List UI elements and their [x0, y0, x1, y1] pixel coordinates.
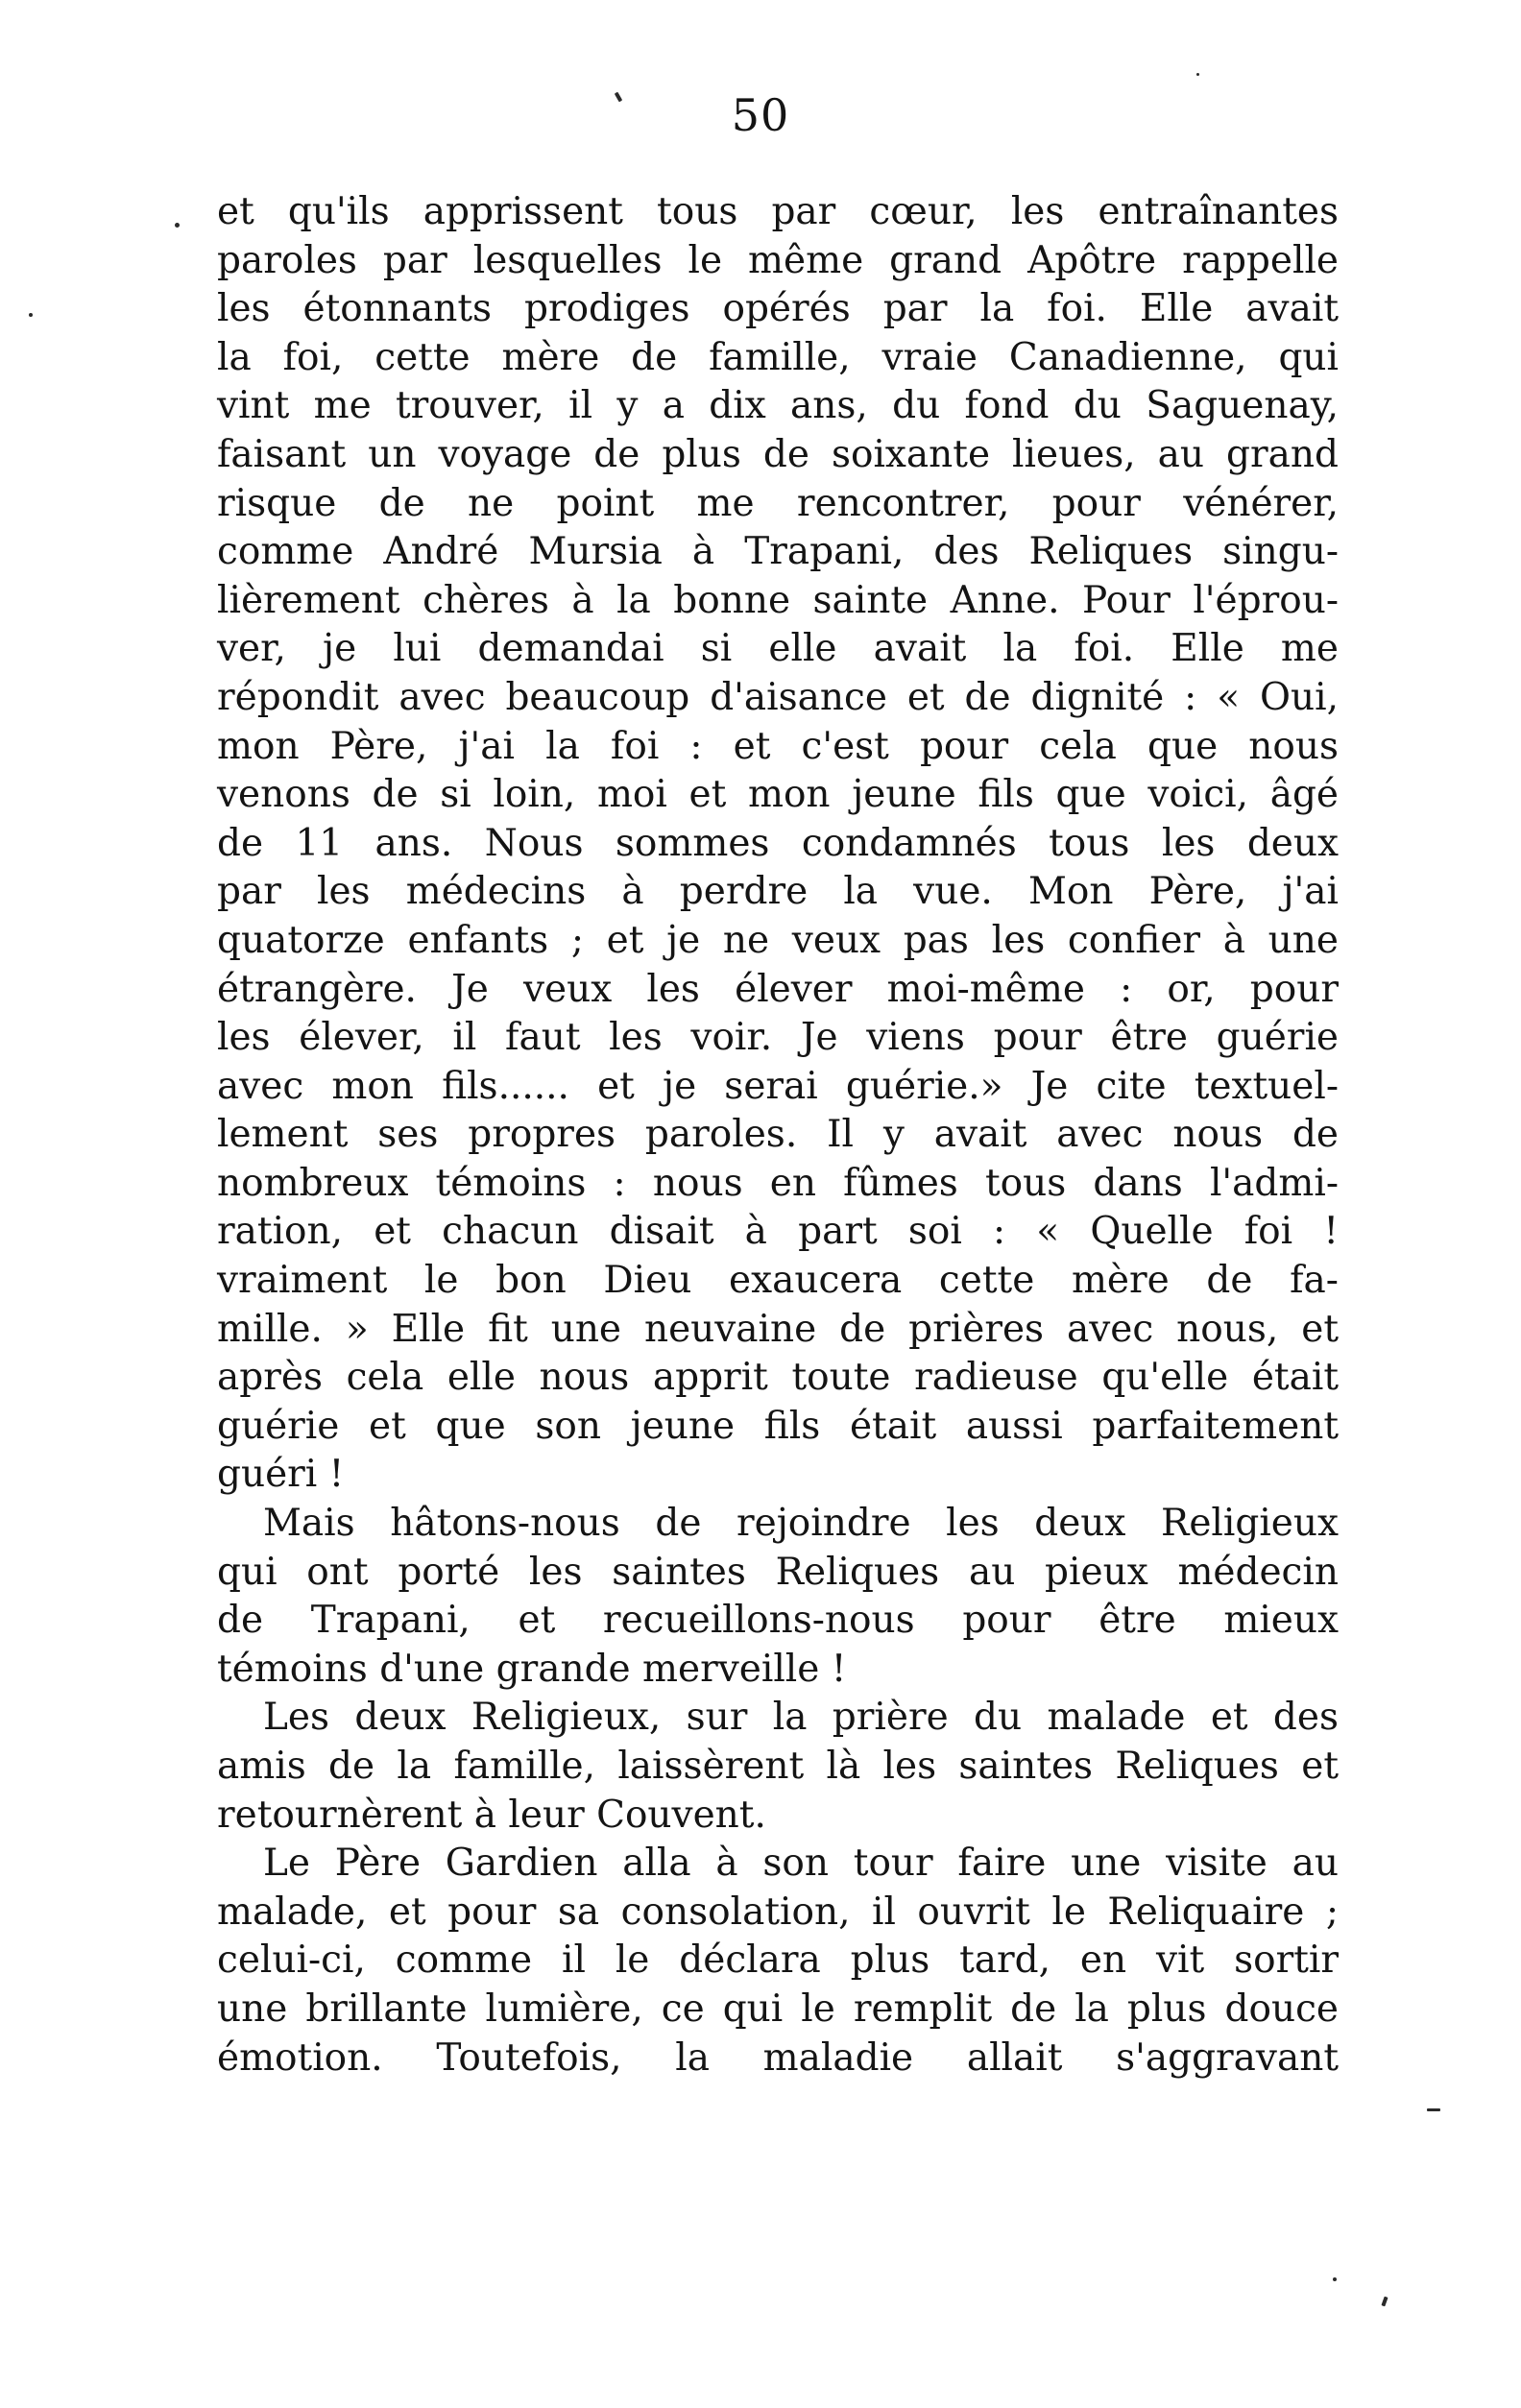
- paragraph-start-line: Mais hâtons-nous de rejoindre les deux Religieux: [263, 1502, 1339, 1546]
- text-line: venons de si loin, moi et mon jeune fils que voici, âgé: [217, 773, 1339, 817]
- text-line: ver, je lui demandai si elle avait la foi. Elle me: [217, 627, 1339, 671]
- text-line: comme André Mursia à Trapani, des Reliques singu-: [217, 530, 1339, 574]
- text-line: émotion. Toutefois, la maladie allait s'aggravant: [217, 2035, 1339, 2080]
- text-line: faisant un voyage de plus de soixante lieues, au grand: [217, 432, 1339, 476]
- page-number: 50: [731, 89, 790, 141]
- paragraph-start-line: Les deux Religieux, sur la prière du malade et des: [263, 1696, 1339, 1740]
- text-line: celui-ci, comme il le déclara plus tard, en vit sortir: [217, 1938, 1339, 1983]
- text-line: répondit avec beaucoup d'aisance et de dignité : « Oui,: [217, 675, 1339, 719]
- text-line: et qu'ils apprissent tous par cœur, les entraînantes: [217, 190, 1339, 233]
- paragraph-start-line: Le Père Gardien alla à son tour faire une visite au: [263, 1842, 1339, 1886]
- text-line: vint me trouver, il y a dix ans, du fond du Saguenay,: [217, 384, 1339, 428]
- scan-speck: [1381, 2297, 1388, 2307]
- text-line: guéri !: [217, 1453, 345, 1497]
- text-line: nombreux témoins : nous en fûmes tous dans l'admi-: [217, 1161, 1339, 1205]
- text-line: lement ses propres paroles. Il y avait avec nous de: [217, 1113, 1339, 1157]
- text-line: retournèrent à leur Couvent.: [217, 1793, 766, 1837]
- text-line: les élever, il faut les voir. Je viens pour être guérie: [217, 1016, 1339, 1060]
- text-line: quatorze enfants ; et je ne veux pas les confier à une: [217, 918, 1339, 962]
- text-line: étrangère. Je veux les élever moi-même : or, pour: [217, 967, 1339, 1011]
- text-line: témoins d'une grande merveille !: [217, 1647, 847, 1691]
- scan-speck: [1196, 73, 1199, 76]
- text-line: qui ont porté les saintes Reliques au pieux médecin: [217, 1550, 1339, 1594]
- text-line: une brillante lumière, ce qui le remplit de la plus douce: [217, 1987, 1339, 2031]
- text-line: lièrement chères à la bonne sainte Anne. Pour l'éprou-: [217, 578, 1339, 622]
- text-line: amis de la famille, laissèrent là les saintes Reliques et: [217, 1745, 1339, 1788]
- text-line: mon Père, j'ai la foi : et c'est pour cela que nous: [217, 724, 1339, 768]
- text-line: ration, et chacun disait à part soi : « Quelle foi !: [217, 1210, 1339, 1254]
- text-line: guérie et que son jeune fils était aussi parfaitement: [217, 1404, 1339, 1448]
- text-line: par les médecins à perdre la vue. Mon Père, j'ai: [217, 870, 1339, 914]
- text-line: les étonnants prodiges opérés par la foi. Elle avait: [217, 287, 1339, 331]
- scan-speck: [175, 223, 180, 228]
- text-line: de 11 ans. Nous sommes condamnés tous les deux: [217, 821, 1339, 865]
- text-line: paroles par lesquelles le même grand Apôtre rappelle: [217, 238, 1339, 282]
- text-line: de Trapani, et recueillons-nous pour être mieux: [217, 1599, 1339, 1643]
- scan-speck: [1427, 2108, 1440, 2111]
- text-line: avec mon fils...... et je serai guérie.» Je cite textuel-: [217, 1064, 1339, 1108]
- scan-speck: [1333, 2277, 1337, 2281]
- text-line: après cela elle nous apprit toute radieuse qu'elle était: [217, 1356, 1339, 1400]
- scan-speck: [29, 313, 33, 317]
- text-line: vraiment le bon Dieu exaucera cette mère de fa-: [217, 1259, 1339, 1303]
- body-text: [217, 188, 1339, 2083]
- text-line: risque de ne point me rencontrer, pour vénérer,: [217, 481, 1339, 525]
- text-line: mille. » Elle fit une neuvaine de prières avec nous, et: [217, 1307, 1339, 1351]
- text-line: la foi, cette mère de famille, vraie Canadienne, qui: [217, 335, 1339, 379]
- text-line: malade, et pour sa consolation, il ouvrit le Reliquaire ;: [217, 1890, 1339, 1934]
